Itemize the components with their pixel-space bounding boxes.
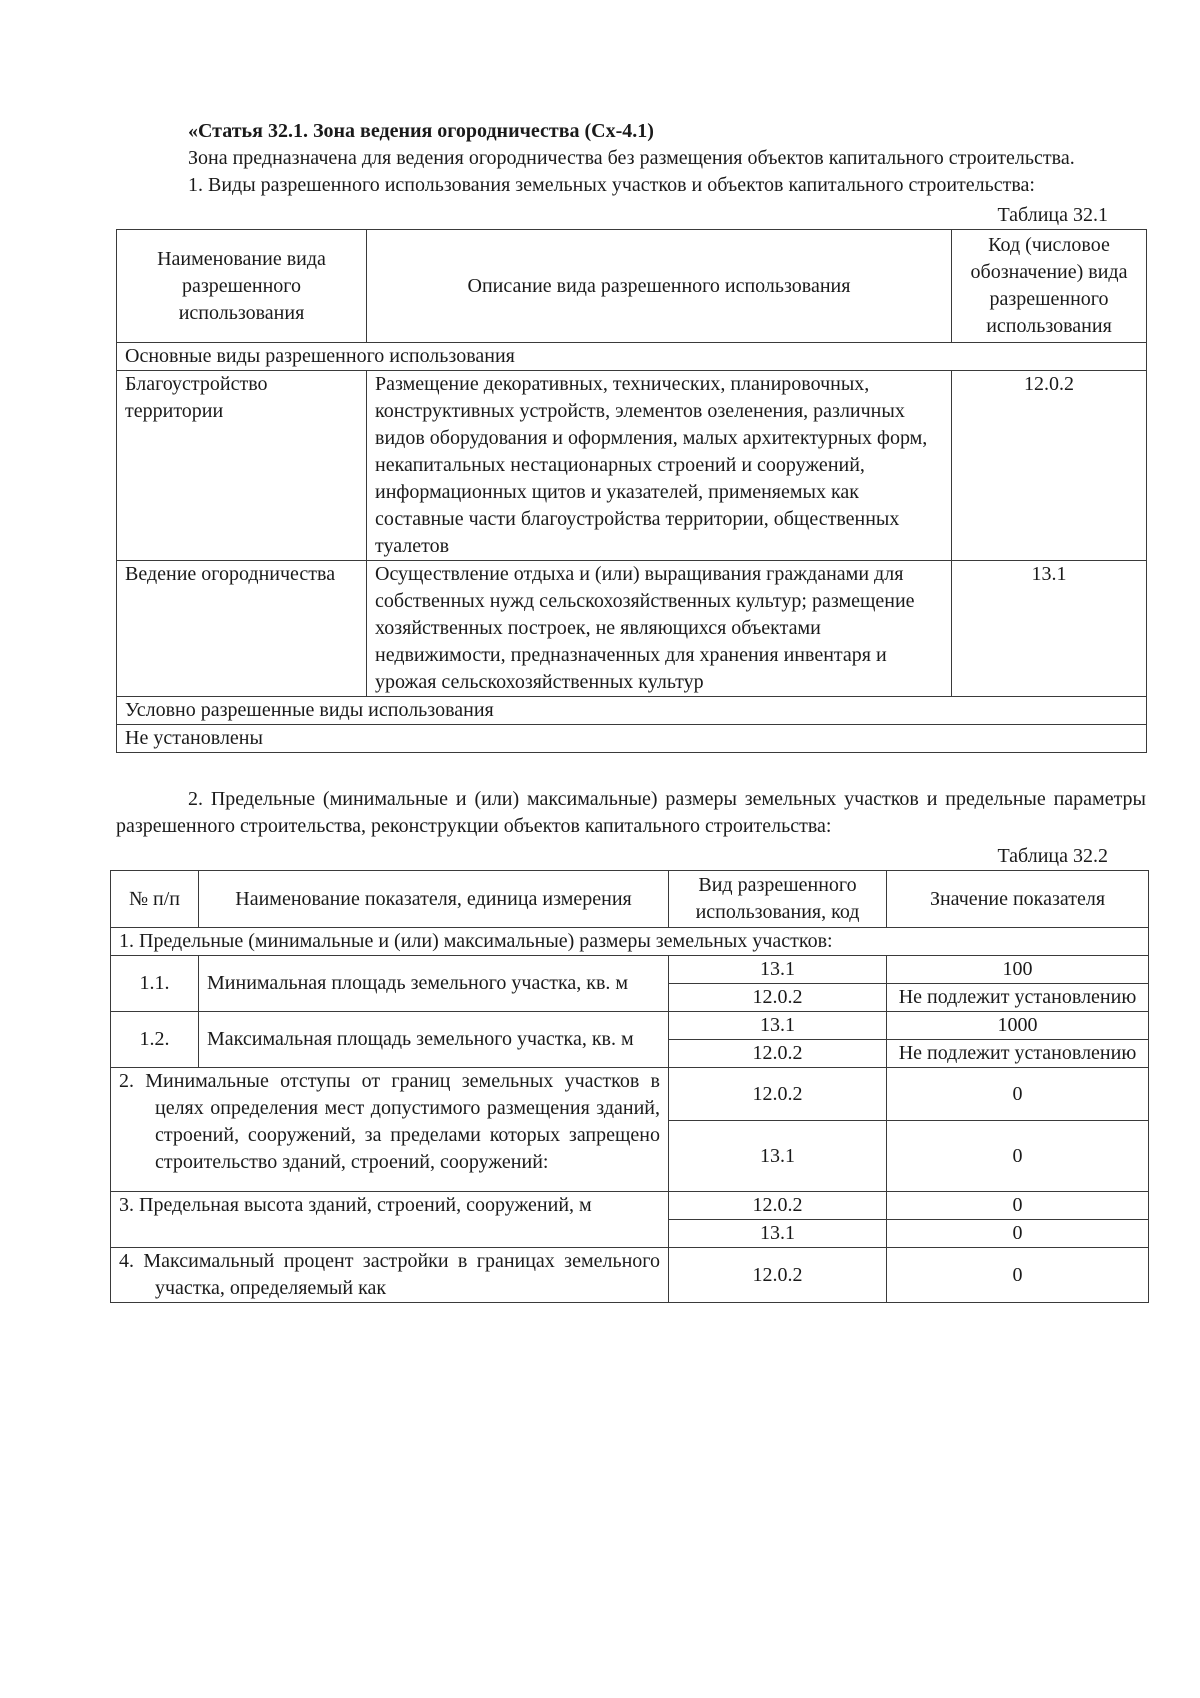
indicator-name: Максимальная площадь земельного участка, кв. м bbox=[199, 1012, 669, 1068]
indicator-value: 0 bbox=[887, 1068, 1149, 1121]
use-code: 12.0.2 bbox=[669, 1068, 887, 1121]
item-1-text: 1. Виды разрешенного использования земельных участков и объектов капитального строительства: bbox=[188, 174, 1035, 196]
indicator-value: 0 bbox=[887, 1220, 1149, 1248]
use-code: 12.0.2 bbox=[952, 371, 1147, 561]
table-32-1 bbox=[116, 229, 1147, 753]
use-description: Осуществление отдыха и (или) выращивания гражданами для собственных нужд сельскохозяйственных культур; размещение хозяйственных построек, не являющихся объектами недвижимости, предназначенных для хранения инвентаря и урожая сельскохозяйственных культур bbox=[367, 561, 952, 697]
header-use-code: Код (числовое обозначение) вида разрешенного использования bbox=[952, 230, 1147, 343]
table-row bbox=[117, 371, 1147, 561]
indicator-value: 0 bbox=[887, 1248, 1149, 1303]
section-main-uses: Основные виды разрешенного использования bbox=[117, 343, 1147, 371]
header-indicator-value: Значение показателя bbox=[887, 871, 1149, 928]
table-32-1-caption: Таблица 32.1 bbox=[997, 204, 1108, 226]
table-row bbox=[111, 1192, 1149, 1220]
indicator-value: Не подлежит установлению bbox=[887, 1040, 1149, 1068]
use-code: 13.1 bbox=[952, 561, 1147, 697]
indicator-name: Минимальная площадь земельного участка, кв. м bbox=[199, 956, 669, 1012]
indicator-value: 100 bbox=[887, 956, 1149, 984]
article-title: «Статья 32.1. Зона ведения огородничества (Сх-4.1) bbox=[188, 120, 654, 142]
table-row bbox=[111, 1248, 1149, 1303]
indicator-name: 2. Минимальные отступы от границ земельных участков в целях определения мест допустимого размещения зданий, строений, сооружений, за пределами которых запрещено строительство зданий, строений, сооружений: bbox=[111, 1068, 669, 1192]
indicator-value: Не подлежит установлению bbox=[887, 984, 1149, 1012]
row-number: 1.1. bbox=[111, 956, 199, 1012]
indicator-value: 0 bbox=[887, 1121, 1149, 1192]
table-32-2 bbox=[110, 870, 1149, 1303]
document-page bbox=[116, 118, 1146, 1303]
table-row bbox=[111, 956, 1149, 984]
use-code: 13.1 bbox=[669, 1121, 887, 1192]
header-indicator-name: Наименование показателя, единица измерения bbox=[199, 871, 669, 928]
use-code: 12.0.2 bbox=[669, 1040, 887, 1068]
header-use-code: Вид разрешенного использования, код bbox=[669, 871, 887, 928]
indicator-value: 1000 bbox=[887, 1012, 1149, 1040]
use-description: Размещение декоративных, технических, планировочных, конструктивных устройств, элементов озеленения, различных видов оборудования и оформления, малых архитектурных форм, некапитальных нестационарных строений и сооружений, информационных щитов и указателей, применяемых как составные части благоустройства территории, общественных туалетов bbox=[367, 371, 952, 561]
use-name: Ведение огородничества bbox=[117, 561, 367, 697]
section-row-plot-sizes bbox=[111, 928, 1149, 956]
header-use-description: Описание вида разрешенного использования bbox=[367, 230, 952, 343]
indicator-name: 4. Максимальный процент застройки в границах земельного участка, определяемый как bbox=[111, 1248, 669, 1303]
section-conditional-uses: Условно разрешенные виды использования bbox=[117, 697, 1147, 725]
row-number: 1.2. bbox=[111, 1012, 199, 1068]
section-row-main-uses bbox=[117, 343, 1147, 371]
not-established-row bbox=[117, 725, 1147, 753]
table-row bbox=[117, 561, 1147, 697]
indicator-value: 0 bbox=[887, 1192, 1149, 1220]
use-name: Благоустройство территории bbox=[117, 371, 367, 561]
section-row-conditional-uses bbox=[117, 697, 1147, 725]
use-code: 12.0.2 bbox=[669, 984, 887, 1012]
not-established-text: Не установлены bbox=[117, 725, 1147, 753]
header-number: № п/п bbox=[111, 871, 199, 928]
use-code: 13.1 bbox=[669, 956, 887, 984]
table-row bbox=[111, 1012, 1149, 1040]
item-2-text: 2. Предельные (минимальные и (или) максимальные) размеры земельных участков и предельные параметры разрешенного строительства, реконструкции объектов капитального строительства: bbox=[116, 788, 1146, 837]
indicator-name: 3. Предельная высота зданий, строений, сооружений, м bbox=[111, 1192, 669, 1248]
table-header-row bbox=[111, 871, 1149, 928]
use-code: 13.1 bbox=[669, 1012, 887, 1040]
table-header-row bbox=[117, 230, 1147, 343]
use-code: 12.0.2 bbox=[669, 1192, 887, 1220]
use-code: 13.1 bbox=[669, 1220, 887, 1248]
header-use-name: Наименование вида разрешенного использования bbox=[117, 230, 367, 343]
table-32-2-caption: Таблица 32.2 bbox=[997, 845, 1108, 867]
section-plot-sizes: 1. Предельные (минимальные и (или) максимальные) размеры земельных участков: bbox=[111, 928, 1149, 956]
zone-intro: Зона предназначена для ведения огородничества без размещения объектов капитального строительства. bbox=[188, 147, 1075, 169]
table-row bbox=[111, 1068, 1149, 1121]
use-code: 12.0.2 bbox=[669, 1248, 887, 1303]
